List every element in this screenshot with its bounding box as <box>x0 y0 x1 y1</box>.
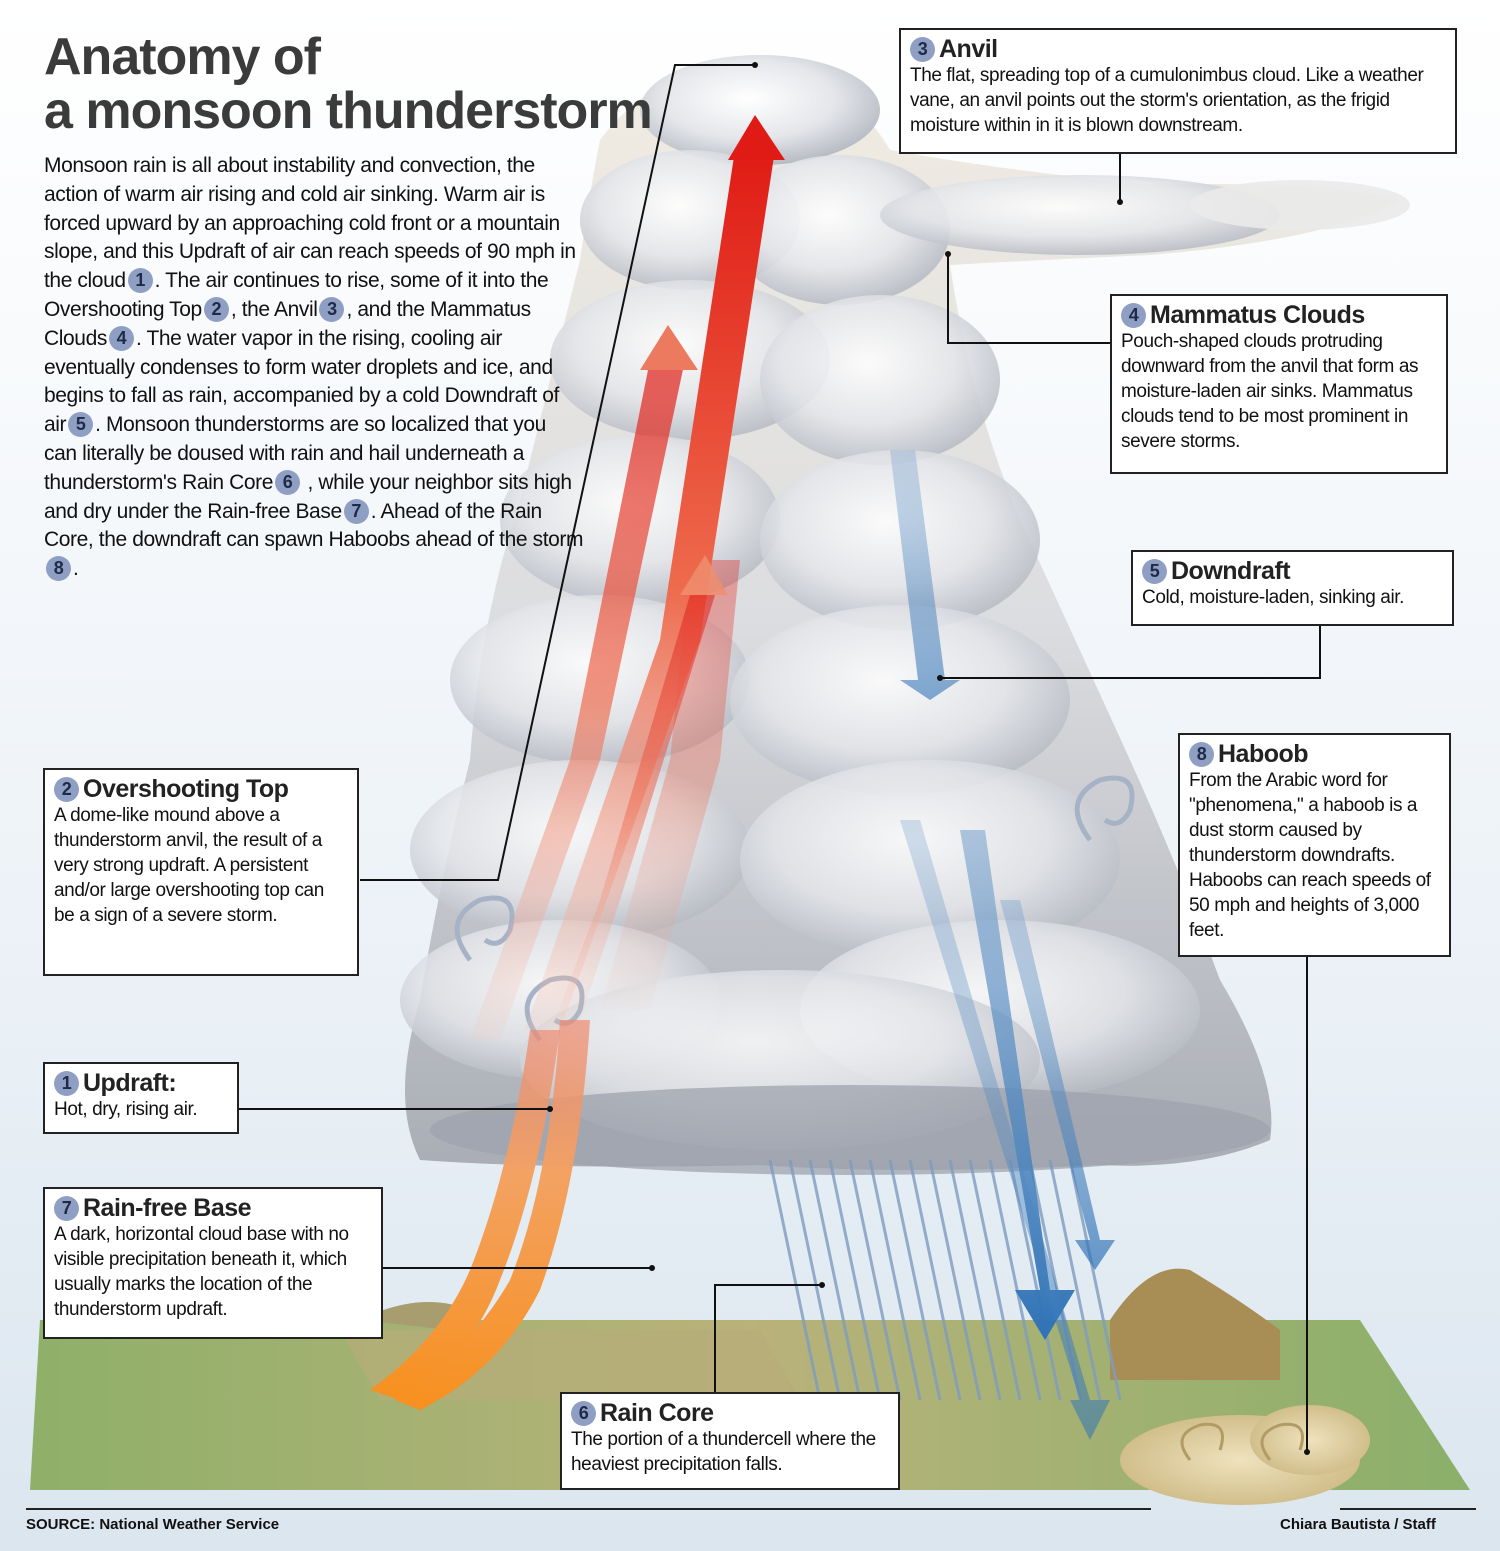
callout-rainfree-text: A dark, horizontal cloud base with no visible precipitation beneath it, which usually marks the location of the thunderstorm updraft. <box>54 1224 349 1320</box>
number-badge-6: 6 <box>275 470 300 495</box>
intro-text-8: . Ahead of the Rain Core, the downdraft can spawn Haboobs ahead of the storm <box>44 499 584 552</box>
callout-raincore-text: The portion of a thundercell where the heaviest precipitation falls. <box>571 1429 876 1475</box>
callout-mammatus-text: Pouch-shaped clouds protruding downward from the anvil that form as moisture-laden air sinks. Mammatus clouds tend to be most prominent in severe storms. <box>1121 331 1419 452</box>
callout-overshooting-heading: Overshooting Top <box>83 775 289 803</box>
callout-updraft <box>43 1062 239 1134</box>
number-badge-7: 7 <box>344 499 369 524</box>
intro-text-7: , while your neighbor sits high and dry under the Rain-free Base <box>44 470 572 523</box>
number-badge-raincore: 6 <box>571 1401 596 1426</box>
source-credit: SOURCE: National Weather Service <box>26 1516 280 1533</box>
number-badge-mammatus: 4 <box>1121 303 1146 328</box>
intro-text-2: . The air continues to rise, some of it into the Overshooting Top <box>44 269 549 321</box>
title-line-2: a monsoon thunderstorm <box>44 82 652 140</box>
number-badge-downdraft: 5 <box>1142 559 1167 584</box>
page-title <box>44 30 652 138</box>
number-badge-anvil: 3 <box>910 37 935 62</box>
callout-overshooting-top <box>43 768 359 976</box>
number-badge-updraft: 1 <box>54 1071 79 1096</box>
callout-updraft-heading: Updraft: <box>83 1069 177 1097</box>
callout-haboob-text: From the Arabic word for "phenomena," a haboob is a dust storm caused by thunderstorm downdrafts. Haboobs can reach speeds of 50 mph and heights of 3,000 feet. <box>1189 770 1431 941</box>
intro-text-1: Monsoon rain is all about instability and convection, the action of warm air rising and cold air sinking. Warm air is forced upward by an approaching cold front or a mountain slope, and this Updraft of air can reach speeds of 90 mph in the cloud <box>44 154 576 293</box>
callout-anvil-heading: Anvil <box>939 35 998 63</box>
number-badge-overshooting: 2 <box>54 777 79 802</box>
footer-rule-right <box>1340 1508 1476 1510</box>
intro-text-6: . Monsoon thunderstorms are so localized that you can literally be doused with rain and hail underneath a thunderstorm's Rain Core <box>44 413 546 494</box>
number-badge-4: 4 <box>109 326 134 351</box>
number-badge-8: 8 <box>46 556 71 581</box>
callout-haboob <box>1178 733 1451 957</box>
callout-downdraft-text: Cold, moisture-laden, sinking air. <box>1142 587 1405 608</box>
number-badge-1: 1 <box>128 268 153 293</box>
callout-mammatus <box>1110 294 1448 474</box>
number-badge-2: 2 <box>204 297 229 322</box>
footer-rule-left <box>26 1508 1151 1510</box>
callout-rainfree-heading: Rain-free Base <box>83 1194 252 1222</box>
number-badge-3: 3 <box>319 297 344 322</box>
callout-downdraft-heading: Downdraft <box>1171 557 1291 585</box>
callout-downdraft <box>1131 550 1454 626</box>
intro-text-3: , the Anvil <box>230 297 318 321</box>
callout-anvil-text: The flat, spreading top of a cumulonimbus cloud. Like a weather vane, an anvil points out the storm's orientation, as the frigid moisture within in it is blown downstream. <box>910 65 1424 136</box>
intro-text-9: . <box>73 557 79 581</box>
callout-rain-core <box>560 1392 900 1490</box>
intro-text-4: , and the Mammatus Clouds <box>44 297 531 350</box>
callout-anvil <box>899 28 1457 154</box>
callout-raincore-heading: Rain Core <box>600 1399 714 1427</box>
intro-paragraph <box>44 152 584 584</box>
number-badge-haboob: 8 <box>1189 742 1214 767</box>
number-badge-5: 5 <box>68 412 93 437</box>
callout-mammatus-heading: Mammatus Clouds <box>1150 301 1365 329</box>
artist-credit: Chiara Bautista / Staff <box>1280 1516 1436 1533</box>
callout-rain-free-base <box>43 1187 383 1339</box>
title-line-1: Anatomy of <box>44 28 320 86</box>
callout-haboob-heading: Haboob <box>1218 740 1309 768</box>
number-badge-rainfree: 7 <box>54 1196 79 1221</box>
callout-overshooting-text: A dome-like mound above a thunderstorm anvil, the result of a very strong updraft. A persistent and/or large overshooting top can be a sign of a severe storm. <box>54 805 324 926</box>
callout-updraft-text: Hot, dry, rising air. <box>54 1099 198 1120</box>
intro-text-5: . The water vapor in the rising, cooling air eventually condenses to form water droplets and ice, and begins to fall as rain, accompanied by a cold Downdraft of air <box>44 326 559 437</box>
